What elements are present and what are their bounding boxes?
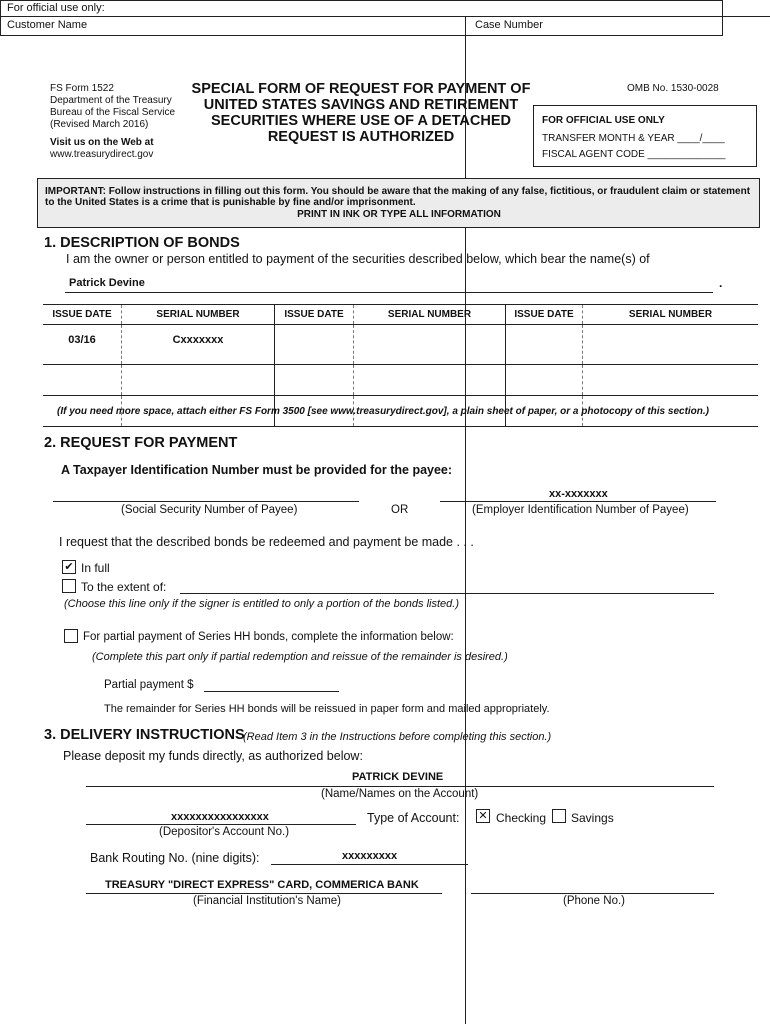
checking-label: Checking [496, 811, 547, 825]
col-issue-date: ISSUE DATE [506, 305, 583, 325]
deposit-instruction: Please deposit my funds directly, as authorized below: [63, 749, 363, 763]
serial-number-cell[interactable] [583, 365, 759, 396]
savings-checkbox[interactable] [552, 809, 566, 823]
partial-hh-checkbox[interactable] [64, 629, 78, 643]
account-type-label: Type of Account: [367, 811, 460, 825]
col-serial-number: SERIAL NUMBER [354, 305, 506, 325]
title-line: REQUEST IS AUTHORIZED [267, 129, 455, 145]
ssn-line[interactable] [53, 501, 359, 502]
bond-table-header [43, 305, 758, 325]
issue-date-cell[interactable] [275, 325, 354, 365]
official-use-heading: FOR OFFICIAL USE ONLY [542, 115, 665, 126]
extent-line[interactable] [180, 593, 714, 594]
visit-web: Visit us on the Web at [50, 137, 154, 148]
owner-name[interactable]: Patrick Devine [69, 277, 145, 289]
routing-value[interactable]: xxxxxxxxx [342, 850, 398, 862]
institution-label: (Financial Institution's Name) [193, 895, 341, 907]
partial-hh-label: For partial payment of Series HH bonds, complete the information below: [83, 631, 454, 643]
department: Department of the Treasury [50, 95, 172, 106]
account-number-value[interactable]: xxxxxxxxxxxxxxxx [171, 811, 269, 823]
partial-note: (Complete this part only if partial redemption and reissue of the remainder is desired.) [92, 651, 508, 663]
partial-payment-label: Partial payment $ [104, 679, 194, 691]
omb-number: OMB No. 1530-0028 [627, 83, 719, 94]
title-line: UNITED STATES SAVINGS AND RETIREMENT [203, 97, 519, 113]
serial-number-cell[interactable] [583, 325, 759, 365]
account-number-line [86, 824, 356, 825]
section3-note: (Read Item 3 in the Instructions before completing this section.) [243, 731, 552, 743]
or-label: OR [391, 504, 409, 516]
extent-label: To the extent of: [81, 580, 167, 594]
extent-note: (Choose this line only if the signer is entitled to only a portion of the bonds listed.) [64, 598, 460, 610]
account-name-label: (Name/Names on the Account) [321, 788, 479, 800]
customer-name-label: Customer Name [7, 19, 88, 31]
redeem-request: I request that the described bonds be redeemed and payment be made . . . [59, 535, 474, 549]
issue-date-cell[interactable]: 03/16 [43, 325, 122, 365]
serial-number-cell[interactable] [122, 365, 275, 396]
case-number-label: Case Number [475, 19, 543, 31]
official-use-header [0, 0, 723, 36]
extent-checkbox[interactable] [62, 579, 76, 593]
agency-info [50, 83, 175, 161]
ssn-label: (Social Security Number of Payee) [121, 504, 298, 516]
ein-value[interactable]: xx-xxxxxxx [549, 488, 608, 500]
section2-heading: 2. REQUEST FOR PAYMENT [44, 435, 238, 451]
serial-number-cell[interactable] [354, 365, 506, 396]
print-in-ink: PRINT IN INK OR TYPE ALL INFORMATION [297, 209, 501, 220]
checking-checkbox[interactable]: ✕ [476, 809, 490, 823]
important-notice [37, 178, 760, 228]
phone-line[interactable] [471, 893, 714, 894]
tin-note: A Taxpayer Identification Number must be provided for the payee: [61, 463, 453, 477]
important-text: IMPORTANT: Follow instructions in filling out this form. You should be aware that the making of any false, fictitious, or fraudulent claim or statement to the United States is a crime that is punishable by fine and/or imprisonment. [45, 186, 751, 208]
phone-label: (Phone No.) [563, 895, 626, 907]
table-row [43, 365, 758, 396]
section1-heading: 1. DESCRIPTION OF BONDS [44, 235, 240, 251]
account-name-value[interactable]: PATRICK DEVINE [352, 771, 444, 783]
issue-date-cell[interactable] [275, 365, 354, 396]
title-line: SPECIAL FORM OF REQUEST FOR PAYMENT OF [191, 81, 531, 97]
routing-label: Bank Routing No. (nine digits): [90, 851, 260, 865]
serial-number-cell[interactable]: Cxxxxxxx [122, 325, 275, 365]
form-title [186, 81, 536, 145]
revised-date: (Revised March 2016) [50, 119, 149, 130]
table-row [43, 325, 758, 365]
in-full-checkbox[interactable]: ✔ [62, 560, 76, 574]
savings-label: Savings [571, 811, 614, 825]
fiscal-agent-code: FISCAL AGENT CODE ______________ [542, 149, 726, 160]
issue-date-cell[interactable] [506, 365, 583, 396]
transfer-month-year: TRANSFER MONTH & YEAR ____/____ [542, 133, 725, 144]
ein-label: (Employer Identification Number of Payee) [472, 504, 689, 516]
partial-payment-line[interactable] [204, 691, 339, 692]
col-serial-number: SERIAL NUMBER [122, 305, 275, 325]
col-issue-date: ISSUE DATE [43, 305, 122, 325]
institution-line [86, 893, 442, 894]
section1-intro: I am the owner or person entitled to payment of the securities described below, which bear the name(s) of [66, 252, 650, 266]
remainder-note: The remainder for Series HH bonds will be reissued in paper form and mailed appropriately. [104, 703, 550, 715]
routing-line [271, 864, 468, 865]
official-use-label: For official use only: [7, 2, 105, 14]
in-full-label: In full [81, 561, 110, 575]
serial-number-cell[interactable] [354, 325, 506, 365]
form-id: FS Form 1522 [50, 83, 114, 94]
institution-value[interactable]: TREASURY "DIRECT EXPRESS" CARD, COMMERICA BANK [105, 879, 419, 891]
title-line: SECURITIES WHERE USE OF A DETACHED [211, 113, 511, 129]
official-use-only-box [533, 105, 757, 167]
website-url: www.treasurydirect.gov [50, 149, 154, 160]
col-serial-number: SERIAL NUMBER [583, 305, 759, 325]
issue-date-cell[interactable] [43, 365, 122, 396]
more-space-note: (If you need more space, attach either FS Form 3500 [see www.treasurydirect.gov], a plain sheet of paper, or a photocopy of this section.) [57, 406, 710, 417]
section3-heading: 3. DELIVERY INSTRUCTIONS [44, 727, 245, 743]
owner-period: . [719, 276, 723, 290]
issue-date-cell[interactable] [506, 325, 583, 365]
ein-line [440, 501, 716, 502]
owner-name-line [65, 292, 713, 293]
col-issue-date: ISSUE DATE [275, 305, 354, 325]
account-name-line [86, 786, 714, 787]
bureau: Bureau of the Fiscal Service [50, 107, 176, 118]
account-number-label: (Depositor's Account No.) [159, 826, 290, 838]
